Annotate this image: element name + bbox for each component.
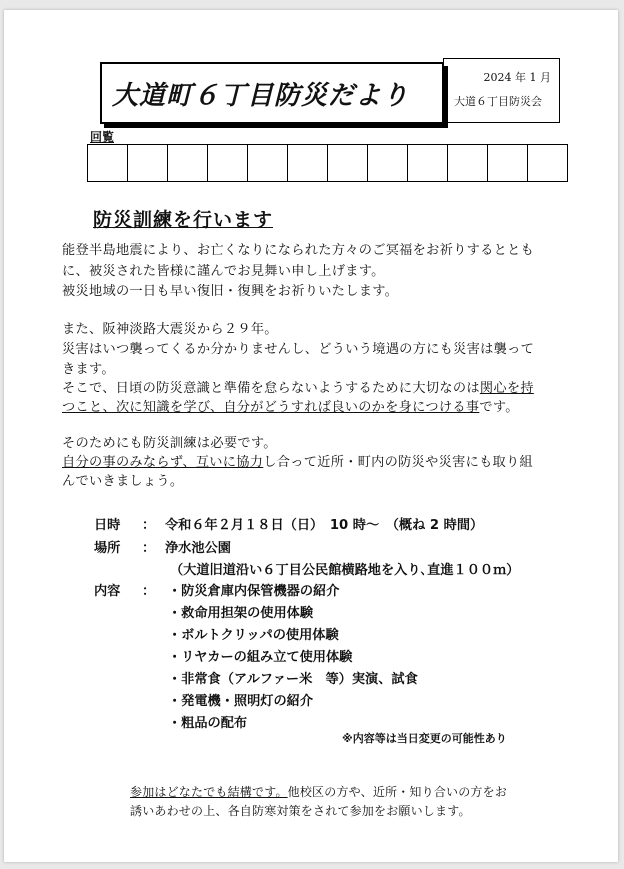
content-item: ・防災倉庫内保管機器の紹介 bbox=[168, 584, 340, 599]
kairan-stamp-cell bbox=[408, 145, 448, 181]
text-fragment: です。 bbox=[479, 400, 519, 415]
issuer-box bbox=[443, 58, 560, 123]
kairan-stamp-cell bbox=[208, 145, 248, 181]
kairan-stamp-cell bbox=[488, 145, 528, 181]
footer-line: 誘いあわせの上、各自防寒対策をされて参加をお願いします。 bbox=[130, 804, 471, 818]
paragraph-line: 災害はいつ襲ってくるか分かりませんし、どういう境遇の方にも災害は襲って bbox=[62, 342, 535, 357]
content-item: ・リヤカーの組み立て使用体験 bbox=[168, 650, 353, 665]
date-label: 日時 bbox=[94, 518, 121, 533]
content-item: ・救命用担架の使用体験 bbox=[168, 606, 314, 621]
place-label: 場所 bbox=[94, 541, 121, 556]
paragraph-line: に、被災された皆様に謹んでお見舞い申し上げます。 bbox=[62, 264, 385, 279]
issue-date: 2024 年 1 月 bbox=[483, 71, 551, 84]
issuer-org: 大道６丁目防災会 bbox=[454, 95, 542, 108]
underlined-text: 参加はどなたでも結構です。 bbox=[130, 785, 288, 799]
footer-line bbox=[130, 783, 507, 800]
place-note: （大道旧道沿い６丁目公民館横路地を入り､直進１００ｍ） bbox=[170, 563, 520, 578]
text-fragment: そこで、日頃の防災意識と準備を怠らないようするために大切なのは bbox=[62, 381, 480, 396]
kairan-stamp-cell bbox=[328, 145, 368, 181]
kairan-stamp-cell bbox=[368, 145, 408, 181]
content-item: ・粗品の配布 bbox=[168, 716, 248, 731]
paragraph-line: 被災地域の一日も早い復旧・復興をお祈りいたします。 bbox=[62, 284, 399, 299]
colon: ： bbox=[142, 584, 156, 599]
paragraph-line: んでいきましょう。 bbox=[62, 474, 184, 489]
underlined-text: つこと、次に知識を学び、自分がどうすれば良いのかを身につける事 bbox=[62, 400, 480, 415]
text-fragment: 他校区の方や、近所・知り合いの方をお bbox=[287, 785, 508, 799]
colon: ： bbox=[142, 518, 156, 533]
paragraph-line: きます。 bbox=[62, 362, 115, 377]
kairan-stamp-cell bbox=[448, 145, 488, 181]
date-value: 令和６年２月１８日（日） 10 時～ （概ね 2 時間） bbox=[165, 518, 484, 533]
content-item: ・発電機・照明灯の紹介 bbox=[168, 694, 314, 709]
underlined-text: 関心を持 bbox=[479, 381, 534, 396]
paragraph-line: また、阪神淡路大震災から２９年。 bbox=[62, 322, 278, 337]
text-fragment: し合って近所・町内の防災や災害にも取り組 bbox=[263, 455, 534, 470]
paragraph-line bbox=[62, 377, 534, 396]
kairan-stamp-row bbox=[87, 144, 568, 182]
kairan-stamp-cell bbox=[288, 145, 328, 181]
kairan-stamp-cell bbox=[248, 145, 288, 181]
colon: ： bbox=[142, 541, 156, 556]
title-box bbox=[100, 62, 444, 124]
kairan-stamp-cell bbox=[168, 145, 208, 181]
section-heading: 防災訓練を行います bbox=[93, 209, 274, 231]
kairan-label: 回覧 bbox=[90, 130, 115, 144]
place-value: 浄水池公園 bbox=[165, 541, 231, 556]
underlined-text: 自分の事のみならず、互いに協力 bbox=[62, 455, 264, 470]
kairan-stamp-cell bbox=[528, 145, 568, 181]
paragraph-line: 能登半島地震により、お亡くなりになられた方々のご冥福をお祈りするととも bbox=[62, 243, 535, 258]
newsletter-title: 大道町６丁目防災だより bbox=[112, 81, 410, 111]
paragraph-line: そのためにも防災訓練は必要です。 bbox=[62, 436, 277, 451]
content-item: ・ボルトクリッパの使用体験 bbox=[168, 628, 339, 643]
content-label: 内容 bbox=[94, 584, 121, 599]
paragraph-line bbox=[62, 451, 533, 470]
change-note: ※内容等は当日変更の可能性あり bbox=[342, 732, 507, 745]
kairan-stamp-cell bbox=[128, 145, 168, 181]
kairan-stamp-cell bbox=[88, 145, 128, 181]
content-item: ・非常食（アルファー米 等）実演、試食 bbox=[168, 672, 418, 687]
paragraph-line bbox=[62, 396, 519, 415]
